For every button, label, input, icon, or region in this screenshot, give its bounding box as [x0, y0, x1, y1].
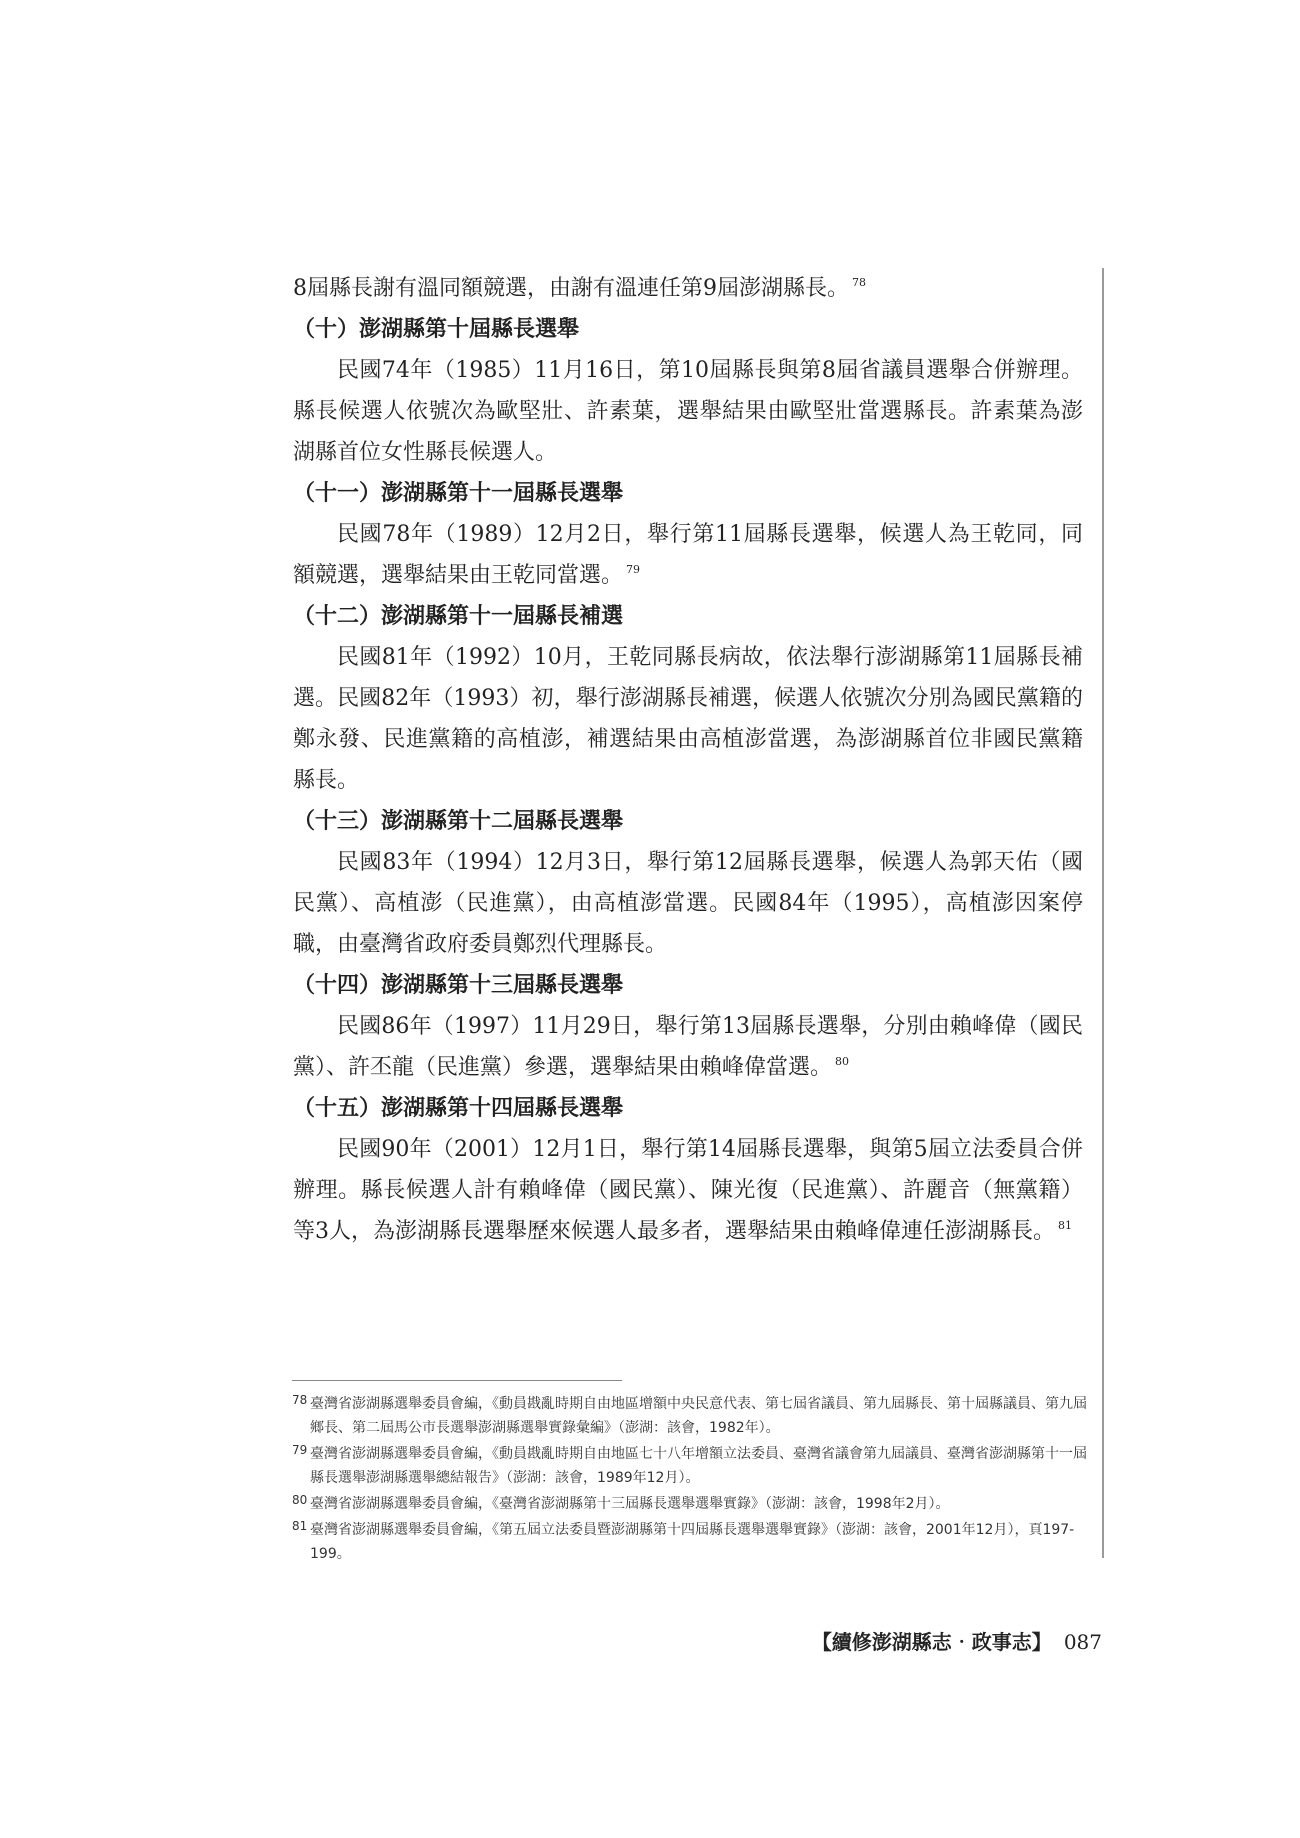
- footnote-ref: 78: [852, 276, 866, 289]
- footnote-number: 79: [292, 1443, 308, 1457]
- section-paragraph: [293, 514, 1083, 596]
- footnote-ref: 81: [1058, 1219, 1072, 1232]
- section-paragraph: [293, 350, 1083, 473]
- paragraph-text: 民國83年（1994）12月3日，舉行第12屆縣長選舉，候選人為郭天佑（國民黨）、高植澎（民進黨），由高植澎當選。民國84年（1995），高植澎因案停職，由臺灣省政府委員鄭烈代理縣長。: [293, 850, 1083, 957]
- paragraph-text: 民國90年（2001）12月1日，舉行第14屆縣長選舉，與第5屆立法委員合併辦理。縣長候選人計有賴峰偉（國民黨）、陳光復（民進黨）、許麗音（無黨籍）等3人，為澎湖縣長選舉歷來候選人最多者，選舉結果由賴峰偉連任澎湖縣長。: [293, 1137, 1083, 1244]
- section-heading: （十四）澎湖縣第十三屆縣長選舉: [293, 972, 624, 998]
- carry-over-line: [293, 268, 1083, 309]
- main-text: [293, 268, 1083, 1252]
- section-heading: （十三）澎湖縣第十二屆縣長選舉: [293, 808, 624, 834]
- footnote: [292, 1518, 1092, 1566]
- footnote-text: 臺灣省澎湖縣選舉委員會編，《第五屆立法委員暨澎湖縣第十四屆縣長選舉選舉實錄》（澎湖：該會，2001年12月），頁197-199。: [310, 1522, 1075, 1562]
- paragraph-text: 民國81年（1992）10月，王乾同縣長病故，依法舉行澎湖縣第11屆縣長補選。民國82年（1993）初，舉行澎湖縣長補選，候選人依號次分別為國民黨籍的鄭永發、民進黨籍的高植澎，補選結果由高植澎當選，為澎湖縣首位非國民黨籍縣長。: [293, 645, 1083, 793]
- book-title: 【續修澎湖縣志‧政事志】: [811, 1630, 1052, 1654]
- footnote: [292, 1442, 1092, 1490]
- footnote-number: 81: [292, 1519, 308, 1533]
- paragraph-text: 民國78年（1989）12月2日，舉行第11屆縣長選舉，候選人為王乾同，同額競選，選舉結果由王乾同當選。: [293, 522, 1083, 588]
- paragraph-text: 民國86年（1997）11月29日，舉行第13屆縣長選舉，分別由賴峰偉（國民黨）、許丕龍（民進黨）參選，選舉結果由賴峰偉當選。: [293, 1014, 1083, 1080]
- paragraph-text: 民國74年（1985）11月16日，第10屆縣長與第8屆省議員選舉合併辦理。縣長候選人依號次為歐堅壯、許素葉，選舉結果由歐堅壯當選縣長。許素葉為澎湖縣首位女性縣長候選人。: [293, 358, 1083, 465]
- footnote: [292, 1392, 1092, 1440]
- footnote-separator: [292, 1380, 622, 1381]
- section-heading: （十一）澎湖縣第十一屆縣長選舉: [293, 480, 624, 506]
- footnote-text: 臺灣省澎湖縣選舉委員會編，《動員戡亂時期自由地區七十八年增額立法委員、臺灣省議會第九屆議員、臺灣省澎湖縣第十一屆縣長選舉澎湖縣選舉總結報告》（澎湖：該會，1989年12月）。: [310, 1446, 1087, 1486]
- footnote-ref: 80: [835, 1055, 850, 1068]
- footnote-text: 臺灣省澎湖縣選舉委員會編，《臺灣省澎湖縣第十三屆縣長選舉選舉實錄》（澎湖：該會，1998年2月）。: [310, 1496, 950, 1512]
- section-heading: （十二）澎湖縣第十一屆縣長補選: [293, 603, 624, 629]
- section-paragraph: [293, 1129, 1083, 1252]
- footnote-list: [292, 1392, 1092, 1568]
- running-footer: [812, 1626, 1102, 1655]
- footnote-number: 80: [292, 1493, 308, 1507]
- page-number: 087: [1063, 1630, 1102, 1654]
- footnote-ref: 79: [626, 563, 641, 576]
- footnote: [292, 1492, 1092, 1516]
- section-heading: （十）澎湖縣第十屆縣長選舉: [293, 316, 580, 342]
- carry-over-text: 8屆縣長謝有溫同額競選，由謝有溫連任第9屆澎湖縣長。: [293, 276, 849, 301]
- section-heading: （十五）澎湖縣第十四屆縣長選舉: [293, 1095, 624, 1121]
- section-list: [293, 309, 1083, 1252]
- section-paragraph: [293, 842, 1083, 965]
- section-paragraph: [293, 1006, 1083, 1088]
- footnote-text: 臺灣省澎湖縣選舉委員會編，《動員戡亂時期自由地區增額中央民意代表、第七屆省議員、第九屆縣長、第十屆縣議員、第九屆鄉長、第二屆馬公市長選舉澎湖縣選舉實錄彙編》（澎湖：該會，1982年）。: [310, 1396, 1087, 1436]
- section-paragraph: [293, 637, 1083, 801]
- margin-rule: [1102, 268, 1104, 1558]
- footnote-number: 78: [292, 1393, 308, 1407]
